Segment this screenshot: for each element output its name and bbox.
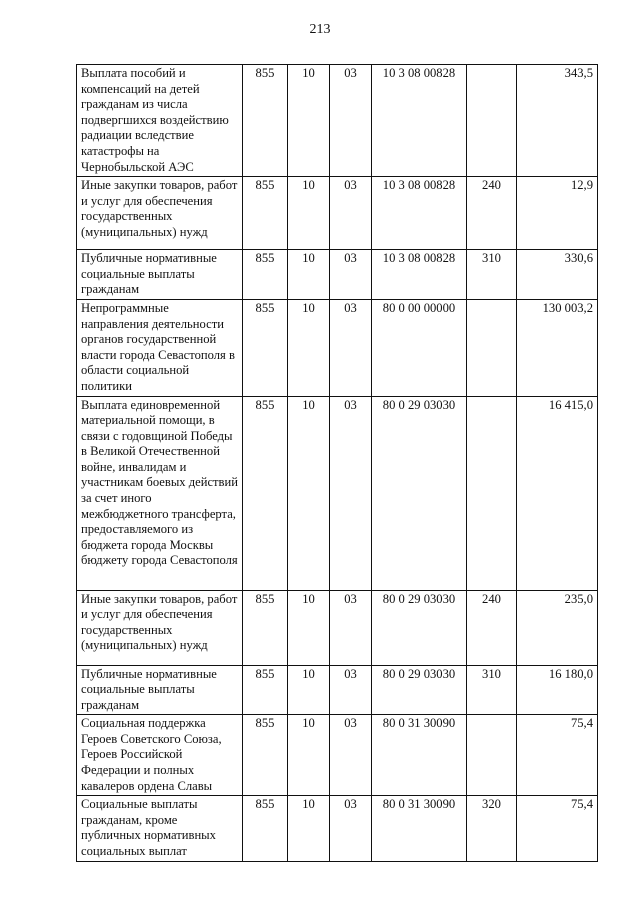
row-name: Публичные нормативные социальные выплаты гражданам <box>77 250 243 300</box>
row-pr: 03 <box>330 250 372 300</box>
row-rz: 10 <box>288 65 330 177</box>
row-rz: 10 <box>288 665 330 715</box>
row-sum: 343,5 <box>517 65 598 177</box>
row-pr: 03 <box>330 65 372 177</box>
page-number: 213 <box>309 22 331 37</box>
row-sum: 75,4 <box>517 715 598 796</box>
row-vr: 310 <box>467 665 517 715</box>
row-name: Иные закупки товаров, работ и услуг для обеспечения государственных (муниципальных) нужд <box>77 590 243 665</box>
row-vr <box>467 65 517 177</box>
row-ved: 855 <box>243 177 288 250</box>
row-sum: 235,0 <box>517 590 598 665</box>
row-pr: 03 <box>330 665 372 715</box>
row-pr: 03 <box>330 590 372 665</box>
row-csr: 80 0 31 30090 <box>372 796 467 861</box>
table-row <box>77 590 598 665</box>
row-vr: 240 <box>467 177 517 250</box>
row-csr: 10 3 08 00828 <box>372 250 467 300</box>
table-row <box>77 299 598 396</box>
row-ved: 855 <box>243 299 288 396</box>
row-name: Публичные нормативные социальные выплаты гражданам <box>77 665 243 715</box>
row-rz: 10 <box>288 396 330 590</box>
row-rz: 10 <box>288 250 330 300</box>
row-sum: 330,6 <box>517 250 598 300</box>
row-sum: 75,4 <box>517 796 598 861</box>
row-sum: 130 003,2 <box>517 299 598 396</box>
row-rz: 10 <box>288 299 330 396</box>
row-vr: 240 <box>467 590 517 665</box>
row-rz: 10 <box>288 715 330 796</box>
row-ved: 855 <box>243 715 288 796</box>
table-row <box>77 177 598 250</box>
row-vr <box>467 396 517 590</box>
table-row <box>77 396 598 590</box>
row-csr: 80 0 29 03030 <box>372 665 467 715</box>
row-sum: 16 415,0 <box>517 396 598 590</box>
row-csr: 80 0 29 03030 <box>372 396 467 590</box>
row-ved: 855 <box>243 250 288 300</box>
row-csr: 80 0 29 03030 <box>372 590 467 665</box>
row-ved: 855 <box>243 65 288 177</box>
row-csr: 10 3 08 00828 <box>372 177 467 250</box>
row-sum: 12,9 <box>517 177 598 250</box>
table-row <box>77 715 598 796</box>
row-ved: 855 <box>243 665 288 715</box>
row-rz: 10 <box>288 796 330 861</box>
table-row <box>77 665 598 715</box>
row-ved: 855 <box>243 796 288 861</box>
row-pr: 03 <box>330 796 372 861</box>
row-csr: 80 0 00 00000 <box>372 299 467 396</box>
budget-table <box>76 64 598 862</box>
row-sum: 16 180,0 <box>517 665 598 715</box>
row-name: Социальная поддержка Героев Советского Союза, Героев Российской Федерации и полных кавалеров ордена Славы <box>77 715 243 796</box>
row-pr: 03 <box>330 299 372 396</box>
row-pr: 03 <box>330 715 372 796</box>
row-name: Социальные выплаты гражданам, кроме публичных нормативных социальных выплат <box>77 796 243 861</box>
row-name: Непрограммные направления деятельности органов государственной власти города Севастополя в области социальной политики <box>77 299 243 396</box>
row-vr: 320 <box>467 796 517 861</box>
row-csr: 10 3 08 00828 <box>372 65 467 177</box>
table-row <box>77 65 598 177</box>
table-row <box>77 250 598 300</box>
row-csr: 80 0 31 30090 <box>372 715 467 796</box>
row-name: Иные закупки товаров, работ и услуг для обеспечения государственных (муниципальных) нужд <box>77 177 243 250</box>
row-name: Выплата единовременной материальной помощи, в связи с годовщиной Победы в Великой Отечественной войне, инвалидам и участникам боевых действий за счет иного межбюджетного трансферта, предоставляемого из бюджета города Москвы бюджету города Севастополя <box>77 396 243 590</box>
row-ved: 855 <box>243 396 288 590</box>
row-vr <box>467 299 517 396</box>
table-row <box>77 796 598 861</box>
row-pr: 03 <box>330 177 372 250</box>
row-rz: 10 <box>288 590 330 665</box>
row-rz: 10 <box>288 177 330 250</box>
row-pr: 03 <box>330 396 372 590</box>
row-vr <box>467 715 517 796</box>
row-name: Выплата пособий и компенсаций на детей гражданам из числа подвергшихся воздействию радиации вследствие катастрофы на Чернобыльской АЭС <box>77 65 243 177</box>
row-ved: 855 <box>243 590 288 665</box>
row-vr: 310 <box>467 250 517 300</box>
